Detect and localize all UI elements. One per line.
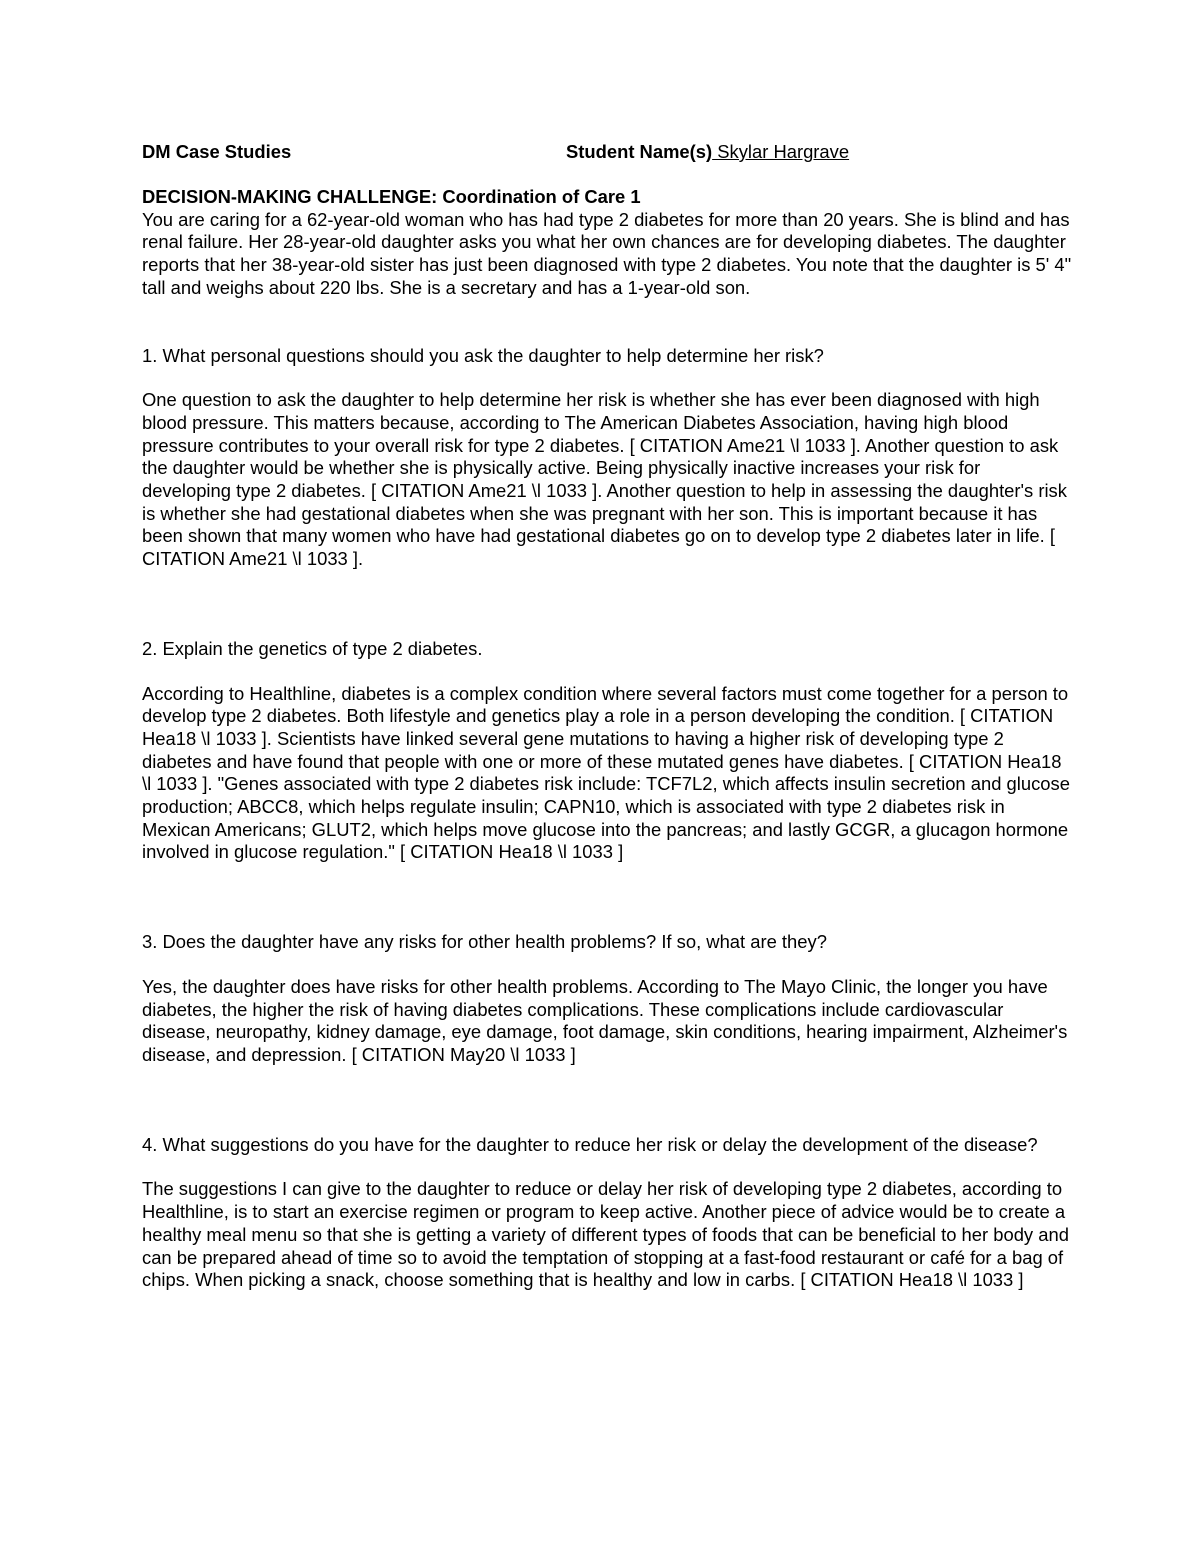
question-3: 3. Does the daughter have any risks for other health problems? If so, what are they?: [142, 931, 827, 953]
answer-1: One question to ask the daughter to help determine her risk is whether she has ever been diagnosed with high blood pressure. This matters because, according to The American Diabetes Association, having high blood pressure contributes to your overall risk for type 2 diabetes. [ CITATION Ame21 \l 1033 ]. Another question to ask the daughter would be whether she is physically active. Being physically inactive increases your risk for developing type 2 diabetes. [ CITATION Ame21 \l 1033 ]. Another question to help in assessing the daughter's risk is whether she had gestational diabetes when she was pregnant with her son. This is important because it has been shown that many women who have had gestational diabetes go on to develop type 2 diabetes later in life. [ CITATION Ame21 \l 1033 ].: [142, 389, 1067, 570]
student-name-line: [566, 141, 849, 164]
answer-4: The suggestions I can give to the daughter to reduce or delay her risk of developing type 2 diabetes, according to Healthline, is to start an exercise regimen or program to keep active. Another piece of advice would be to create a healthy meal menu so that she is getting a variety of different types of foods that can be beneficial to her body and can be prepared ahead of time so to avoid the temptation of stopping at a fast-food restaurant or café for a bag of chips. When picking a snack, choose something that is healthy and low in carbs. [ CITATION Hea18 \l 1033 ]: [142, 1178, 1069, 1291]
challenge-scenario: You are caring for a 62-year-old woman who has had type 2 diabetes for more than 20 years. She is blind and has renal failure. Her 28-year-old daughter asks you what her own chances are for developing diabetes. The daughter reports that her 38-year-old sister has just been diagnosed with type 2 diabetes. You note that the daughter is 5' 4" tall and weighs about 220 lbs. She is a secretary and has a 1-year-old son.: [142, 208, 1072, 298]
document-header: [142, 141, 1072, 165]
question-2: 2. Explain the genetics of type 2 diabetes.: [142, 637, 483, 659]
question-4: 4. What suggestions do you have for the daughter to reduce her risk or delay the development of the disease?: [142, 1133, 1038, 1155]
student-name-label: Student Name(s): [566, 141, 713, 162]
question-1: 1. What personal questions should you ask the daughter to help determine her risk?: [142, 344, 824, 366]
document-page: [142, 141, 1072, 1292]
student-name-value: Skylar Hargrave: [712, 141, 850, 162]
challenge-title: DECISION-MAKING CHALLENGE: Coordination of Care 1: [142, 186, 641, 207]
document-title: DM Case Studies: [142, 141, 292, 162]
answer-2: According to Healthline, diabetes is a complex condition where several factors must come together for a person to develop type 2 diabetes. Both lifestyle and genetics play a role in a person developing the condition. [ CITATION Hea18 \l 1033 ]. Scientists have linked several gene mutations to having a higher risk of developing type 2 diabetes and have found that people with one or more of these mutated genes have diabetes. [ CITATION Hea18 \l 1033 ]. "Genes associated with type 2 diabetes risk include: TCF7L2, which affects insulin secretion and glucose production; ABCC8, which helps regulate insulin; CAPN10, which is associated with type 2 diabetes risk in Mexican Americans; GLUT2, which helps move glucose into the pancreas; and lastly GCGR, a glucagon hormone involved in glucose regulation." [ CITATION Hea18 \l 1033 ]: [142, 682, 1070, 863]
answer-3: Yes, the daughter does have risks for other health problems. According to The Mayo Clinic, the longer you have diabetes, the higher the risk of having diabetes complications. These complications include cardiovascular disease, neuropathy, kidney damage, eye damage, foot damage, skin conditions, hearing impairment, Alzheimer's disease, and depression. [ CITATION May20 \l 1033 ]: [142, 975, 1068, 1065]
